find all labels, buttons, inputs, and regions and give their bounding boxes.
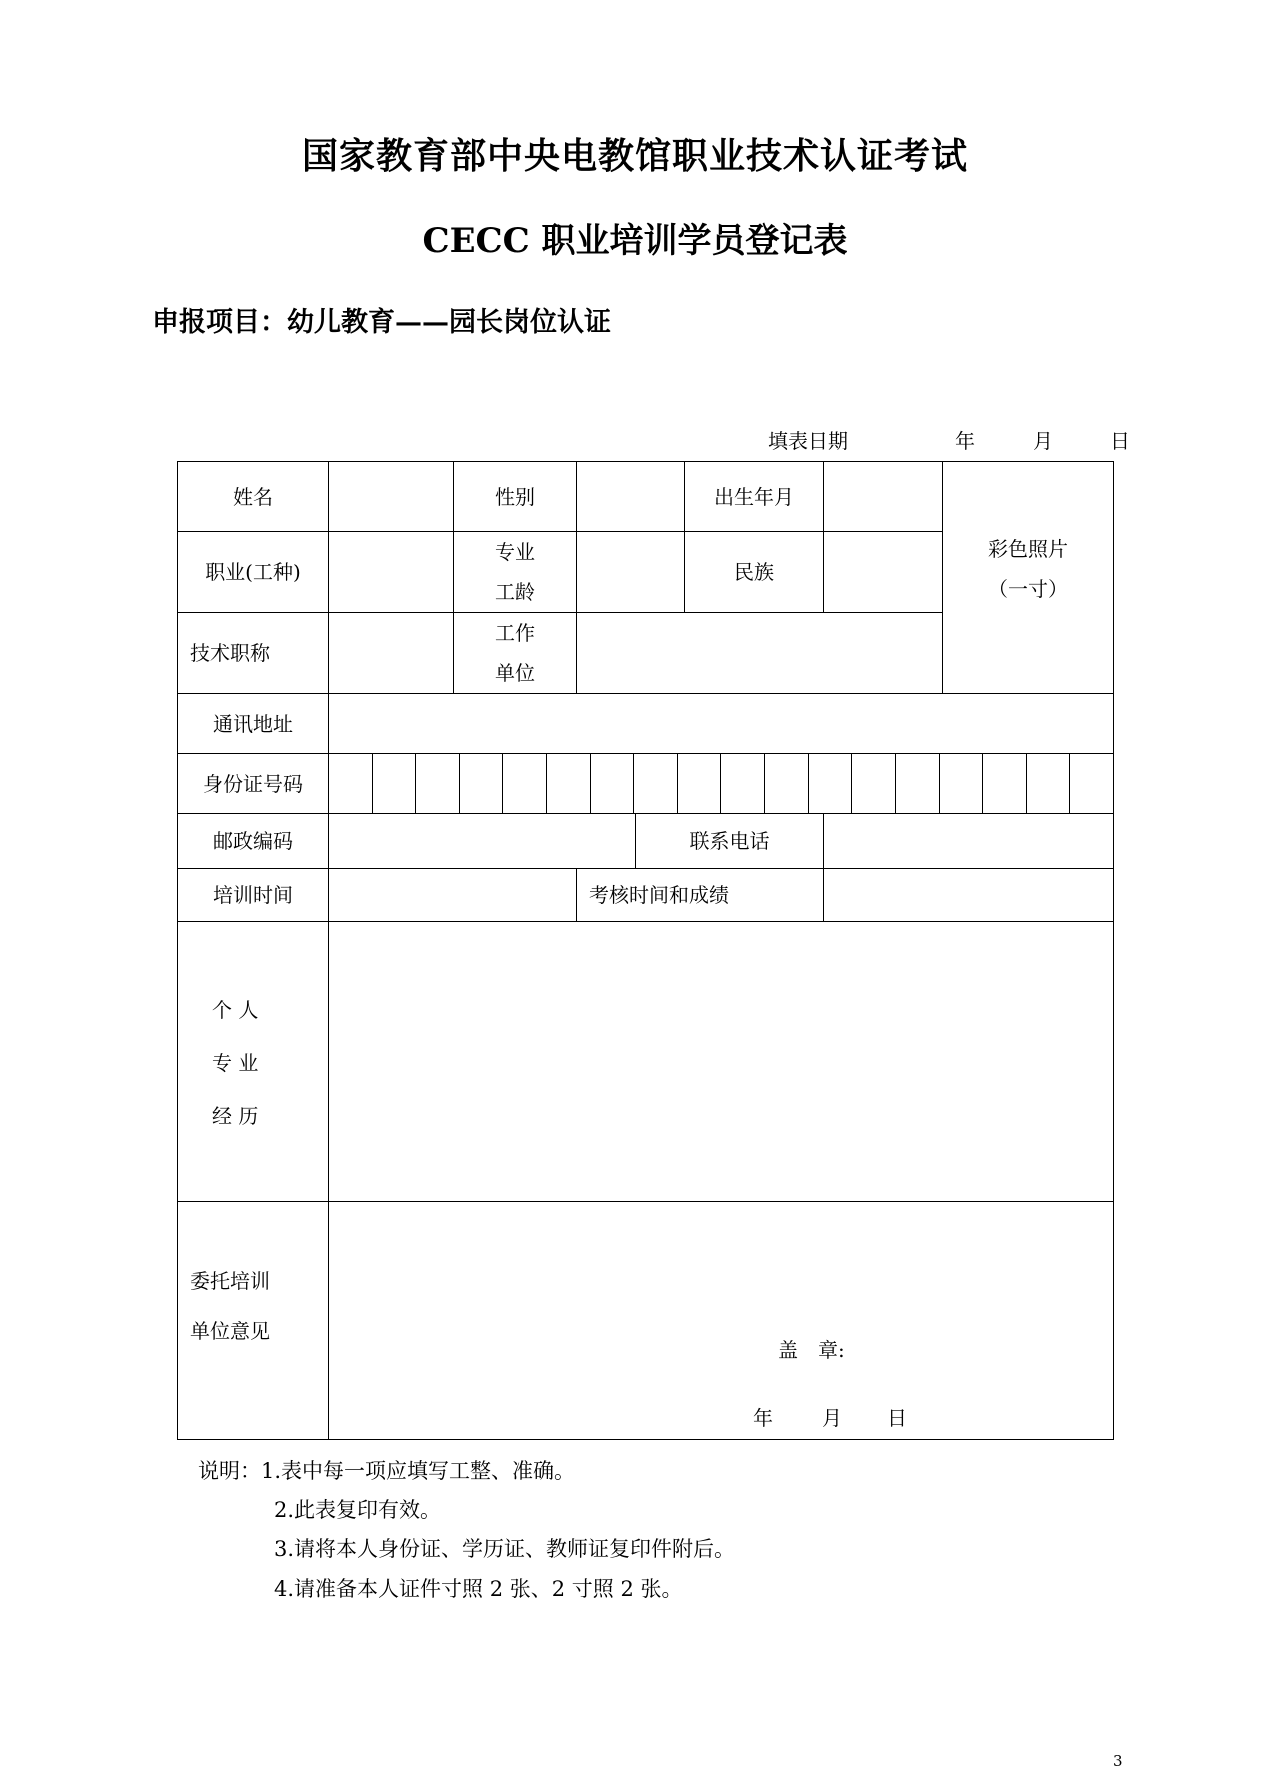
opinion-date-day: 日 <box>887 1406 907 1430</box>
table-row <box>178 869 1114 922</box>
gender-label: 性别 <box>454 462 577 532</box>
birth-label: 出生年月 <box>685 462 824 532</box>
id-digit-box[interactable] <box>373 754 417 813</box>
address-field[interactable] <box>329 694 1114 754</box>
id-digit-box[interactable] <box>852 754 896 813</box>
table-row <box>178 694 1114 754</box>
occupation-field[interactable] <box>329 532 454 613</box>
id-digit-box[interactable] <box>1070 754 1113 813</box>
employer-field[interactable] <box>577 613 943 694</box>
ethnicity-label: 民族 <box>685 532 824 613</box>
ethnicity-field[interactable] <box>824 532 943 613</box>
employer-label <box>454 613 577 694</box>
document-subtitle: CECC 职业培训学员登记表 <box>422 221 848 261</box>
note-1: 说明：1.表中每一项应填写工整、准确。 <box>198 1459 576 1483</box>
exam-time-score-field[interactable] <box>824 869 1114 922</box>
name-field[interactable] <box>329 462 454 532</box>
seniority-label-line2: 工龄 <box>495 580 535 604</box>
project-line: 申报项目：幼儿教育——园长岗位认证 <box>152 307 611 338</box>
id-digit-box[interactable] <box>329 754 373 813</box>
phone-label: 联系电话 <box>636 814 824 869</box>
id-digit-box[interactable] <box>721 754 765 813</box>
postcode-label: 邮政编码 <box>178 814 329 869</box>
id-digit-box[interactable] <box>547 754 591 813</box>
photo-label: 彩色照片 <box>988 536 1068 561</box>
gender-field[interactable] <box>577 462 685 532</box>
phone-field[interactable] <box>824 814 1114 869</box>
training-time-field[interactable] <box>329 869 577 922</box>
postcode-field[interactable] <box>329 814 636 869</box>
seal-label: 盖 章: <box>778 1338 845 1362</box>
id-number-boxes <box>329 754 1114 814</box>
fill-date-day: 日 <box>1110 429 1130 453</box>
table-row <box>178 1202 1114 1440</box>
experience-label-line3: 经 历 <box>212 1104 259 1128</box>
experience-label-line2: 专 业 <box>212 1051 259 1075</box>
id-digit-box[interactable] <box>809 754 853 813</box>
document-title: 国家教育部中央电教馆职业技术认证考试 <box>301 135 968 177</box>
id-digit-box[interactable] <box>591 754 635 813</box>
opinion-date-year: 年 <box>753 1406 773 1430</box>
opinion-date-month: 月 <box>822 1406 842 1430</box>
title-field[interactable] <box>329 613 454 694</box>
photo-size-label: （一寸） <box>988 576 1068 601</box>
experience-label-line1: 个 人 <box>212 998 259 1022</box>
id-digit-box[interactable] <box>983 754 1027 813</box>
id-digit-box[interactable] <box>503 754 547 813</box>
address-label: 通讯地址 <box>178 694 329 754</box>
fill-date-label: 填表日期 <box>768 429 848 453</box>
note-4: 4.请准备本人证件寸照 2 张、2 寸照 2 张。 <box>274 1577 683 1601</box>
registration-form-table <box>177 461 1114 1440</box>
exam-time-score-label: 考核时间和成绩 <box>577 869 824 922</box>
id-number-label: 身份证号码 <box>178 754 329 814</box>
opinion-label-line1: 委托培训 <box>190 1268 270 1293</box>
id-digit-box[interactable] <box>896 754 940 813</box>
table-row <box>178 814 1114 869</box>
table-row <box>178 462 1114 532</box>
seniority-field[interactable] <box>577 532 685 613</box>
opinion-label-line2: 单位意见 <box>190 1318 270 1343</box>
id-digit-box[interactable] <box>765 754 809 813</box>
occupation-label: 职业(工种) <box>178 532 329 613</box>
id-digit-box[interactable] <box>1027 754 1071 813</box>
photo-box[interactable] <box>943 462 1114 694</box>
note-3: 3.请将本人身份证、学历证、教师证复印件附后。 <box>274 1537 736 1561</box>
id-digit-box[interactable] <box>460 754 504 813</box>
note-2: 2.此表复印有效。 <box>274 1498 442 1522</box>
table-row <box>178 922 1114 1202</box>
id-digit-box[interactable] <box>416 754 460 813</box>
table-row <box>178 754 1114 814</box>
seniority-label <box>454 532 577 613</box>
experience-label <box>178 922 329 1202</box>
employer-label-line2: 单位 <box>495 661 535 685</box>
id-digit-box[interactable] <box>634 754 678 813</box>
employer-label-line1: 工作 <box>495 621 535 645</box>
seniority-label-line1: 专业 <box>495 540 535 564</box>
title-label: 技术职称 <box>178 613 329 694</box>
birth-field[interactable] <box>824 462 943 532</box>
opinion-label <box>178 1202 329 1440</box>
page-number: 3 <box>1113 1752 1123 1770</box>
opinion-field[interactable] <box>329 1202 1114 1440</box>
id-digit-box[interactable] <box>940 754 984 813</box>
id-digit-box[interactable] <box>678 754 722 813</box>
experience-field[interactable] <box>329 922 1114 1202</box>
name-label: 姓名 <box>178 462 329 532</box>
fill-date-year: 年 <box>955 429 975 453</box>
training-time-label: 培训时间 <box>178 869 329 922</box>
fill-date-month: 月 <box>1033 429 1053 453</box>
